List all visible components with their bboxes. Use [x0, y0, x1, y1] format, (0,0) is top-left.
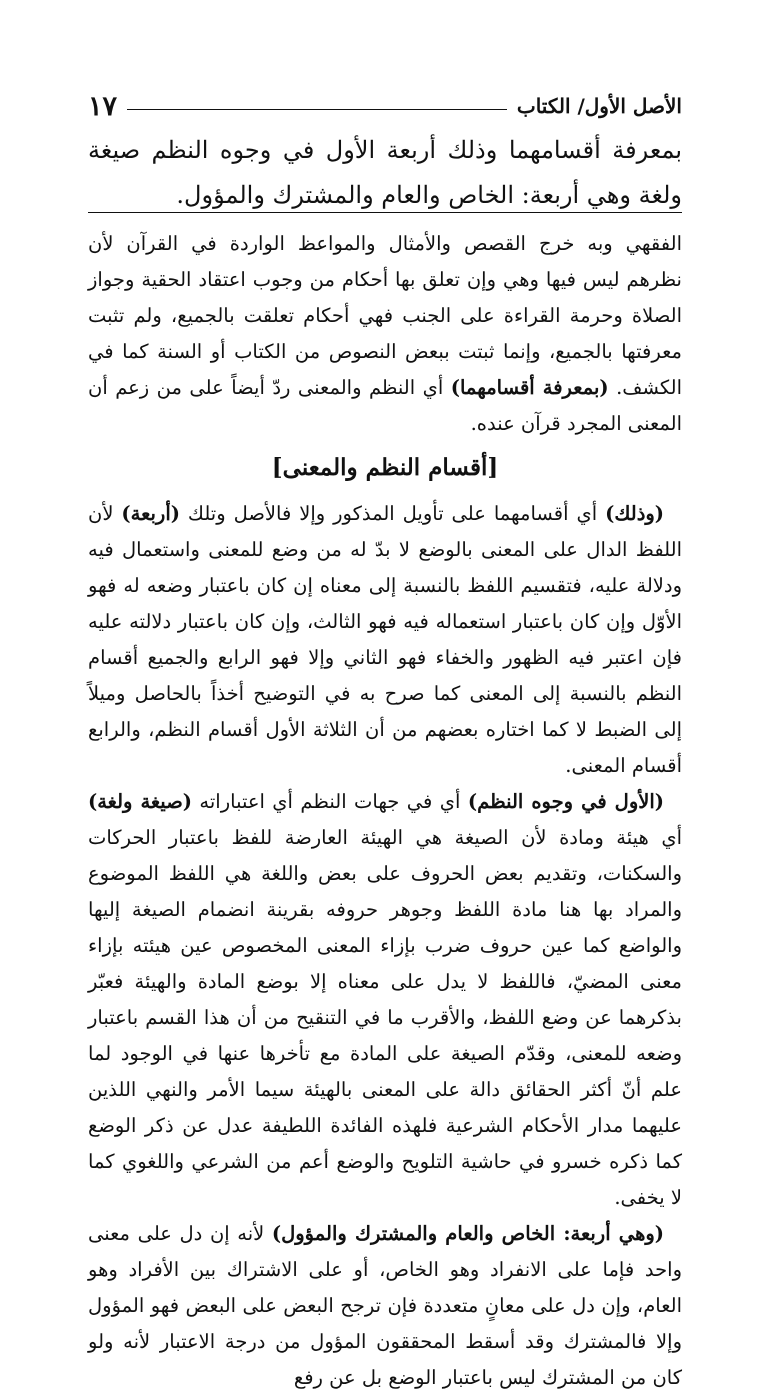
quoted-phrase: (صيغة ولغة)	[88, 790, 192, 813]
quoted-phrase: (وهي أربعة: الخاص والعام والمشترك والمؤول)	[271, 1222, 664, 1245]
quoted-phrase: (وذلك)	[605, 502, 665, 525]
separator-rule	[88, 212, 682, 213]
commentary-paragraph	[88, 784, 682, 1216]
page-header	[88, 86, 682, 126]
quoted-phrase: (الأول في وجوه النظم)	[467, 790, 665, 813]
commentary-paragraph	[88, 496, 682, 784]
page-number: ١٧	[88, 90, 118, 122]
paragraph-text: أي في جهات النظم أي اعتباراته	[199, 790, 461, 813]
main-text	[88, 128, 682, 218]
commentary-paragraph	[88, 1216, 682, 1396]
running-title: الأصل الأول/ الكتاب	[516, 94, 682, 118]
commentary-paragraph	[88, 226, 682, 442]
main-text-body: بمعرفة أقسامهما وذلك أربعة الأول في وجوه النظم صيغة ولغة وهي أربعة: الخاص والعام والمشترك والمؤول.	[88, 136, 682, 209]
paragraph-text: لأنه إن دل على معنى واحد فإما على الانفراد وهو الخاص، أو على الاشتراك بين الأفراد وهو العام، وإن دل على معانٍ متعددة فإن ترجح البعض على البعض فهو المؤول وإلا فالمشترك وقد أسقط المحققون المؤول من درجة الاعتبار لأنه ولو كان من المشترك ليس باعتبار الوضع بل عن رفع	[88, 1222, 682, 1389]
section-heading: [أقسام النظم والمعنى]	[271, 454, 499, 481]
header-rule	[127, 109, 507, 110]
paragraph-text: أي النظم والمعنى ردّ أيضاً على من زعم أن المعنى المجرد قرآن عنده.	[88, 376, 682, 435]
quoted-phrase: (بمعرفة أقسامهما)	[450, 376, 609, 399]
paragraph-text: أي أقسامهما على تأويل المذكور وإلا فالأصل وتلك	[187, 502, 598, 525]
commentary	[88, 226, 682, 1396]
paragraph-text: الفقهي وبه خرج القصص والأمثال والمواعظ الواردة في القرآن لأن نظرهم ليس فيها وهي وإن تعلق بها أحكام من وجوب اعتقاد الحقية وجواز الصلاة وحرمة القراءة على الجنب فهي أحكام تعلقت بالجميع، ولم تثبت معرفتها بالجميع، وإنما ثبتت ببعض النصوص من الكتاب أو السنة كما في الكشف.	[88, 232, 683, 399]
quoted-phrase: (أربعة)	[121, 502, 180, 525]
paragraph-text: أي هيئة ومادة لأن الصيغة هي الهيئة العارضة للفظ باعتبار الحركات والسكنات، وتقديم بعض الحروف على بعض واللغة هي اللفظ الموضوع والمراد بها هنا مادة اللفظ وجوهر حروفه بقرينة انضمام الصيغة إليها والواضع كما عين حروف ضرب بإزاء المعنى المخصوص عين هيئته بإزاء معنى المضيّ، فاللفظ لا يدل على معناه إلا بوضع المادة والهيئة فعبّر بذكرهما عن وضع اللفظ، والأقرب ما في التنقيح من أن هذا القسم باعتبار وضعه للمعنى، وقدّم الصيغة على المادة مع تأخرها عنها في الوجود لما علم أنّ أكثر الحقائق دالة على المعنى بالهيئة سيما الأمر والنهي اللذين عليهما مدار الأحكام الشرعية فلهذه الفائدة اللطيفة عدل عن ذكر الوضع كما ذكره خسرو في حاشية التلويح والوضع أعم من الشرعي واللغوي كما لا يخفى.	[88, 826, 683, 1209]
paragraph-text: لأن اللفظ الدال على المعنى بالوضع لا بدّ له من وضع للمعنى واستعمال فيه ودلالة عليه، فتقسيم اللفظ بالنسبة إلى معناه إن كان باعتبار وضعه له فهو الأوّل وإن كان باعتبار استعماله فيه فهو الثالث، وإن كان باعتبار دلالته عليه فإن اعتبر فيه الظهور والخفاء فهو الثاني وإلا فهو الرابع والجميع أقسام النظم بالنسبة إلى المعنى كما صرح به في التوضيح أخذاً بالحاصل وميلاً إلى الضبط لا كما اختاره بعضهم من أن الثلاثة الأول أقسام النظم، والرابع أقسام المعنى.	[88, 502, 682, 777]
